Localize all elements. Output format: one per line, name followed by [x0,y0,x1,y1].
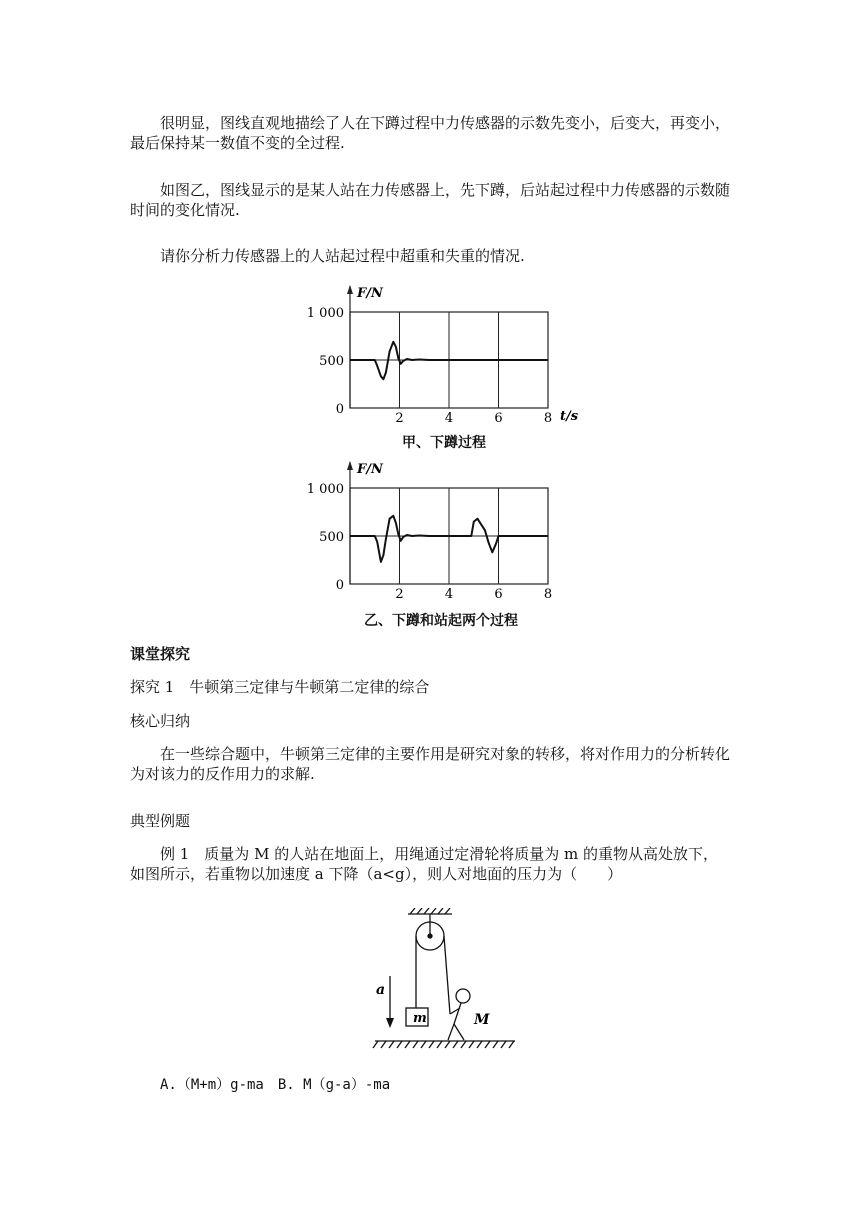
pulley-figure [370,908,520,1050]
chart-squat [300,282,590,422]
y-axis-label: F/N [357,462,383,477]
x-tick-label: 2 [395,411,404,422]
x-tick-label: 8 [543,587,553,598]
topic-title: 探究 1 牛顿第三定律与牛顿第二定律的综合 [130,678,430,696]
chart-squat-stand-caption: 乙、下蹲和站起两个过程 [364,613,518,629]
paragraph-1: 很明显，图线直观地描绘了人在下蹲过程中力传感器的示数先变小，后变大，再变小，最后保持某一数值不变的全过程. [130,114,731,152]
chart-squat-stand [300,458,590,598]
y-axis-label: F/N [357,286,383,301]
x-tick-label: 6 [494,587,503,598]
x-tick-label: 4 [444,587,454,598]
y-tick-label: 500 [319,530,344,545]
y-axis-arrow [347,461,353,470]
example-text: 例 1 质量为 M 的人站在地面上，用绳通过定滑轮将质量为 m 的重物从高处放下，如图所示，若重物以加速度 a 下降（a<g），则人对地面的压力为（ ） [130,845,718,883]
y-axis-arrow [347,285,353,294]
x-tick-label: 4 [444,411,454,422]
paragraph-2: 如图乙，图线显示的是某人站在力传感器上，先下蹲，后站起过程中力传感器的示数随时间的变化情况. [130,181,731,219]
mass-label: m [413,1011,427,1026]
ceiling-hatch [410,908,450,914]
y-tick-label: 1 000 [306,306,344,321]
x-tick-label: 8 [543,411,553,422]
y-tick-label: 0 [335,578,344,593]
x-axis-label: t/s [560,409,579,422]
paragraph-3: 请你分析力传感器上的人站起过程中超重和失重的情况. [160,247,525,265]
person-label: M [474,1012,490,1028]
x-tick-label: 6 [494,411,503,422]
y-tick-label: 0 [335,402,344,417]
x-tick-label: 2 [395,587,404,598]
section-heading: 课堂探究 [130,645,191,663]
y-tick-label: 1 000 [306,482,344,497]
core-heading: 核心归纳 [130,712,191,730]
answer-options: A.（M+m）g-ma B. M（g-a）-ma [160,1077,391,1093]
chart-squat-caption: 甲、下蹲过程 [402,435,486,451]
accel-arrow-head [386,1018,394,1028]
accel-label: a [376,982,386,998]
ground-hatch [373,1041,514,1048]
y-tick-label: 500 [319,354,344,369]
core-text: 在一些综合题中，牛顿第三定律的主要作用是研究对象的转移，将对作用力的分析转化为对该力的反作用力的求解. [130,745,731,783]
person-head [456,989,470,1003]
example-heading: 典型例题 [130,812,191,830]
